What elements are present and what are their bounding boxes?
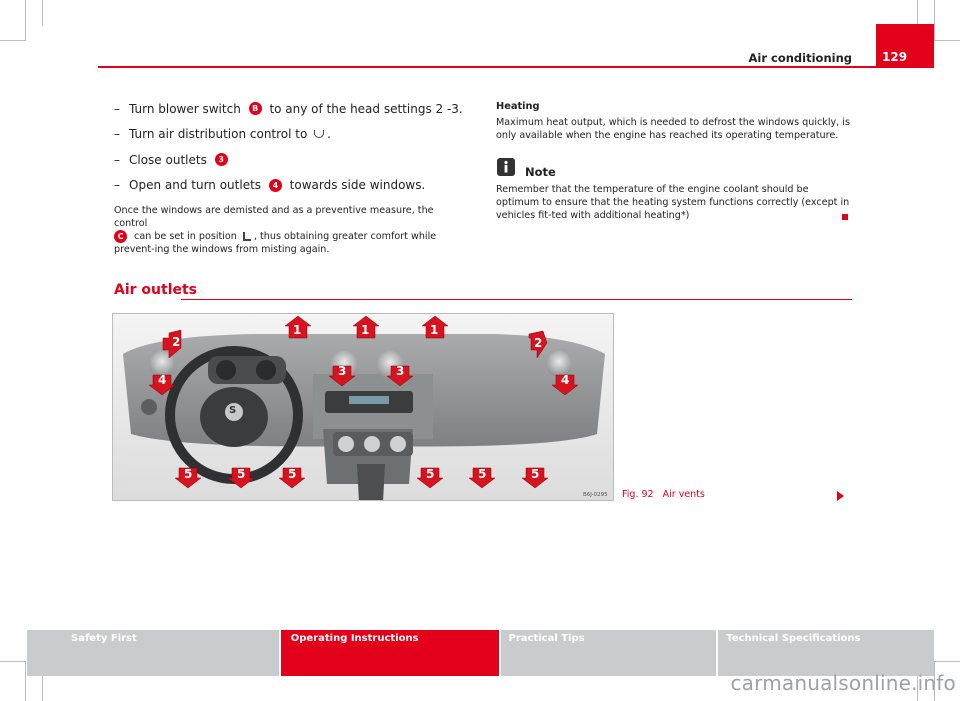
marker-label: 5 (237, 467, 246, 481)
marker-label: 3 (396, 364, 405, 378)
watermark: carmanualsonline.info (730, 671, 956, 695)
paragraph-text: can be set in position (131, 231, 240, 242)
list-dash: – (114, 101, 120, 116)
crop-mark (917, 0, 918, 26)
crop-mark (0, 661, 26, 662)
marker-label: 5 (426, 467, 435, 481)
tab-operating-instructions[interactable]: Operating Instructions (281, 630, 499, 676)
marker-label: 1 (361, 323, 370, 337)
list-dash: – (114, 127, 120, 142)
step-text: Open and turn outlets (129, 178, 265, 193)
crop-mark (25, 661, 26, 701)
windscreen-vent-icon (314, 130, 324, 138)
list-item (114, 147, 464, 173)
marker-label: 1 (430, 323, 439, 337)
section-title: Air outlets (114, 282, 198, 298)
marker-label: 4 (158, 373, 167, 387)
crop-mark (934, 40, 960, 41)
marker-label: 2 (534, 336, 543, 350)
list-item (114, 122, 464, 148)
tab-practical-tips[interactable]: Practical Tips (501, 630, 717, 676)
marker-label: 5 (478, 467, 487, 481)
paragraph-text: Once the windows are demisted and as a preventive measure, the control (114, 205, 434, 229)
marker-label: 2 (172, 335, 181, 349)
marker-label: 5 (531, 467, 540, 481)
heating-heading: Heating (496, 101, 540, 112)
step-text: towards side windows. (285, 178, 426, 193)
marker-label: 5 (288, 467, 297, 481)
control-badge: 3 (215, 153, 228, 166)
control-badge: 4 (269, 179, 282, 192)
list-dash: – (114, 178, 120, 193)
footwell-vent-icon (243, 232, 251, 241)
step-text: . (327, 127, 331, 142)
marker-label: 5 (184, 467, 193, 481)
page-number: 129 (882, 50, 908, 64)
brand-logo: S (229, 405, 237, 416)
note-label: Note (525, 165, 556, 179)
control-badge: C (114, 230, 127, 243)
figure-code: B6J-0295 (583, 492, 608, 498)
page-title: Air conditioning (748, 51, 852, 65)
crop-mark (42, 675, 43, 701)
heating-text: Maximum heat output, which is needed to defrost the windows quickly, is only available when the engine has reached its operating temperature. (496, 117, 850, 141)
footer-tabs (27, 630, 934, 676)
crop-mark (42, 0, 43, 26)
step-text: Close outlets (129, 152, 211, 167)
continue-arrow-icon (837, 491, 844, 501)
crop-mark (934, 661, 960, 662)
crop-mark (25, 0, 26, 40)
note-text: Remember that the temperature of the engine coolant should be optimum to ensure that the heating system functions correctly (except in vehicles fit-ted with additional heating*) (496, 184, 850, 221)
tab-safety-first[interactable]: Safety First (27, 630, 279, 676)
paragraph-text: , thus obtaining greater comfort while prevent-ing the windows from misting again. (114, 231, 437, 255)
step-text: to any of the head settings 2 -3. (265, 101, 463, 116)
step-text: Turn air distribution control to (129, 127, 312, 142)
crop-mark (934, 0, 935, 40)
marker-label: 4 (561, 373, 570, 387)
body-paragraph (114, 204, 466, 256)
crop-mark (0, 40, 26, 41)
header-rule (98, 66, 876, 68)
list-item (114, 96, 464, 122)
control-badge: B (249, 102, 262, 115)
list-dash: – (114, 152, 120, 167)
marker-label: 1 (293, 323, 302, 337)
air-vents-figure (112, 313, 614, 501)
section-end-marker (842, 214, 848, 220)
step-list (114, 96, 464, 198)
tab-technical-specifications[interactable]: Technical Specifications (718, 630, 934, 676)
figure-caption: Fig. 92 Air vents (622, 489, 705, 500)
section-rule (181, 299, 852, 300)
step-text: Turn blower switch (129, 101, 245, 116)
marker-label: 3 (338, 364, 347, 378)
info-icon (497, 158, 515, 176)
list-item (114, 173, 464, 199)
